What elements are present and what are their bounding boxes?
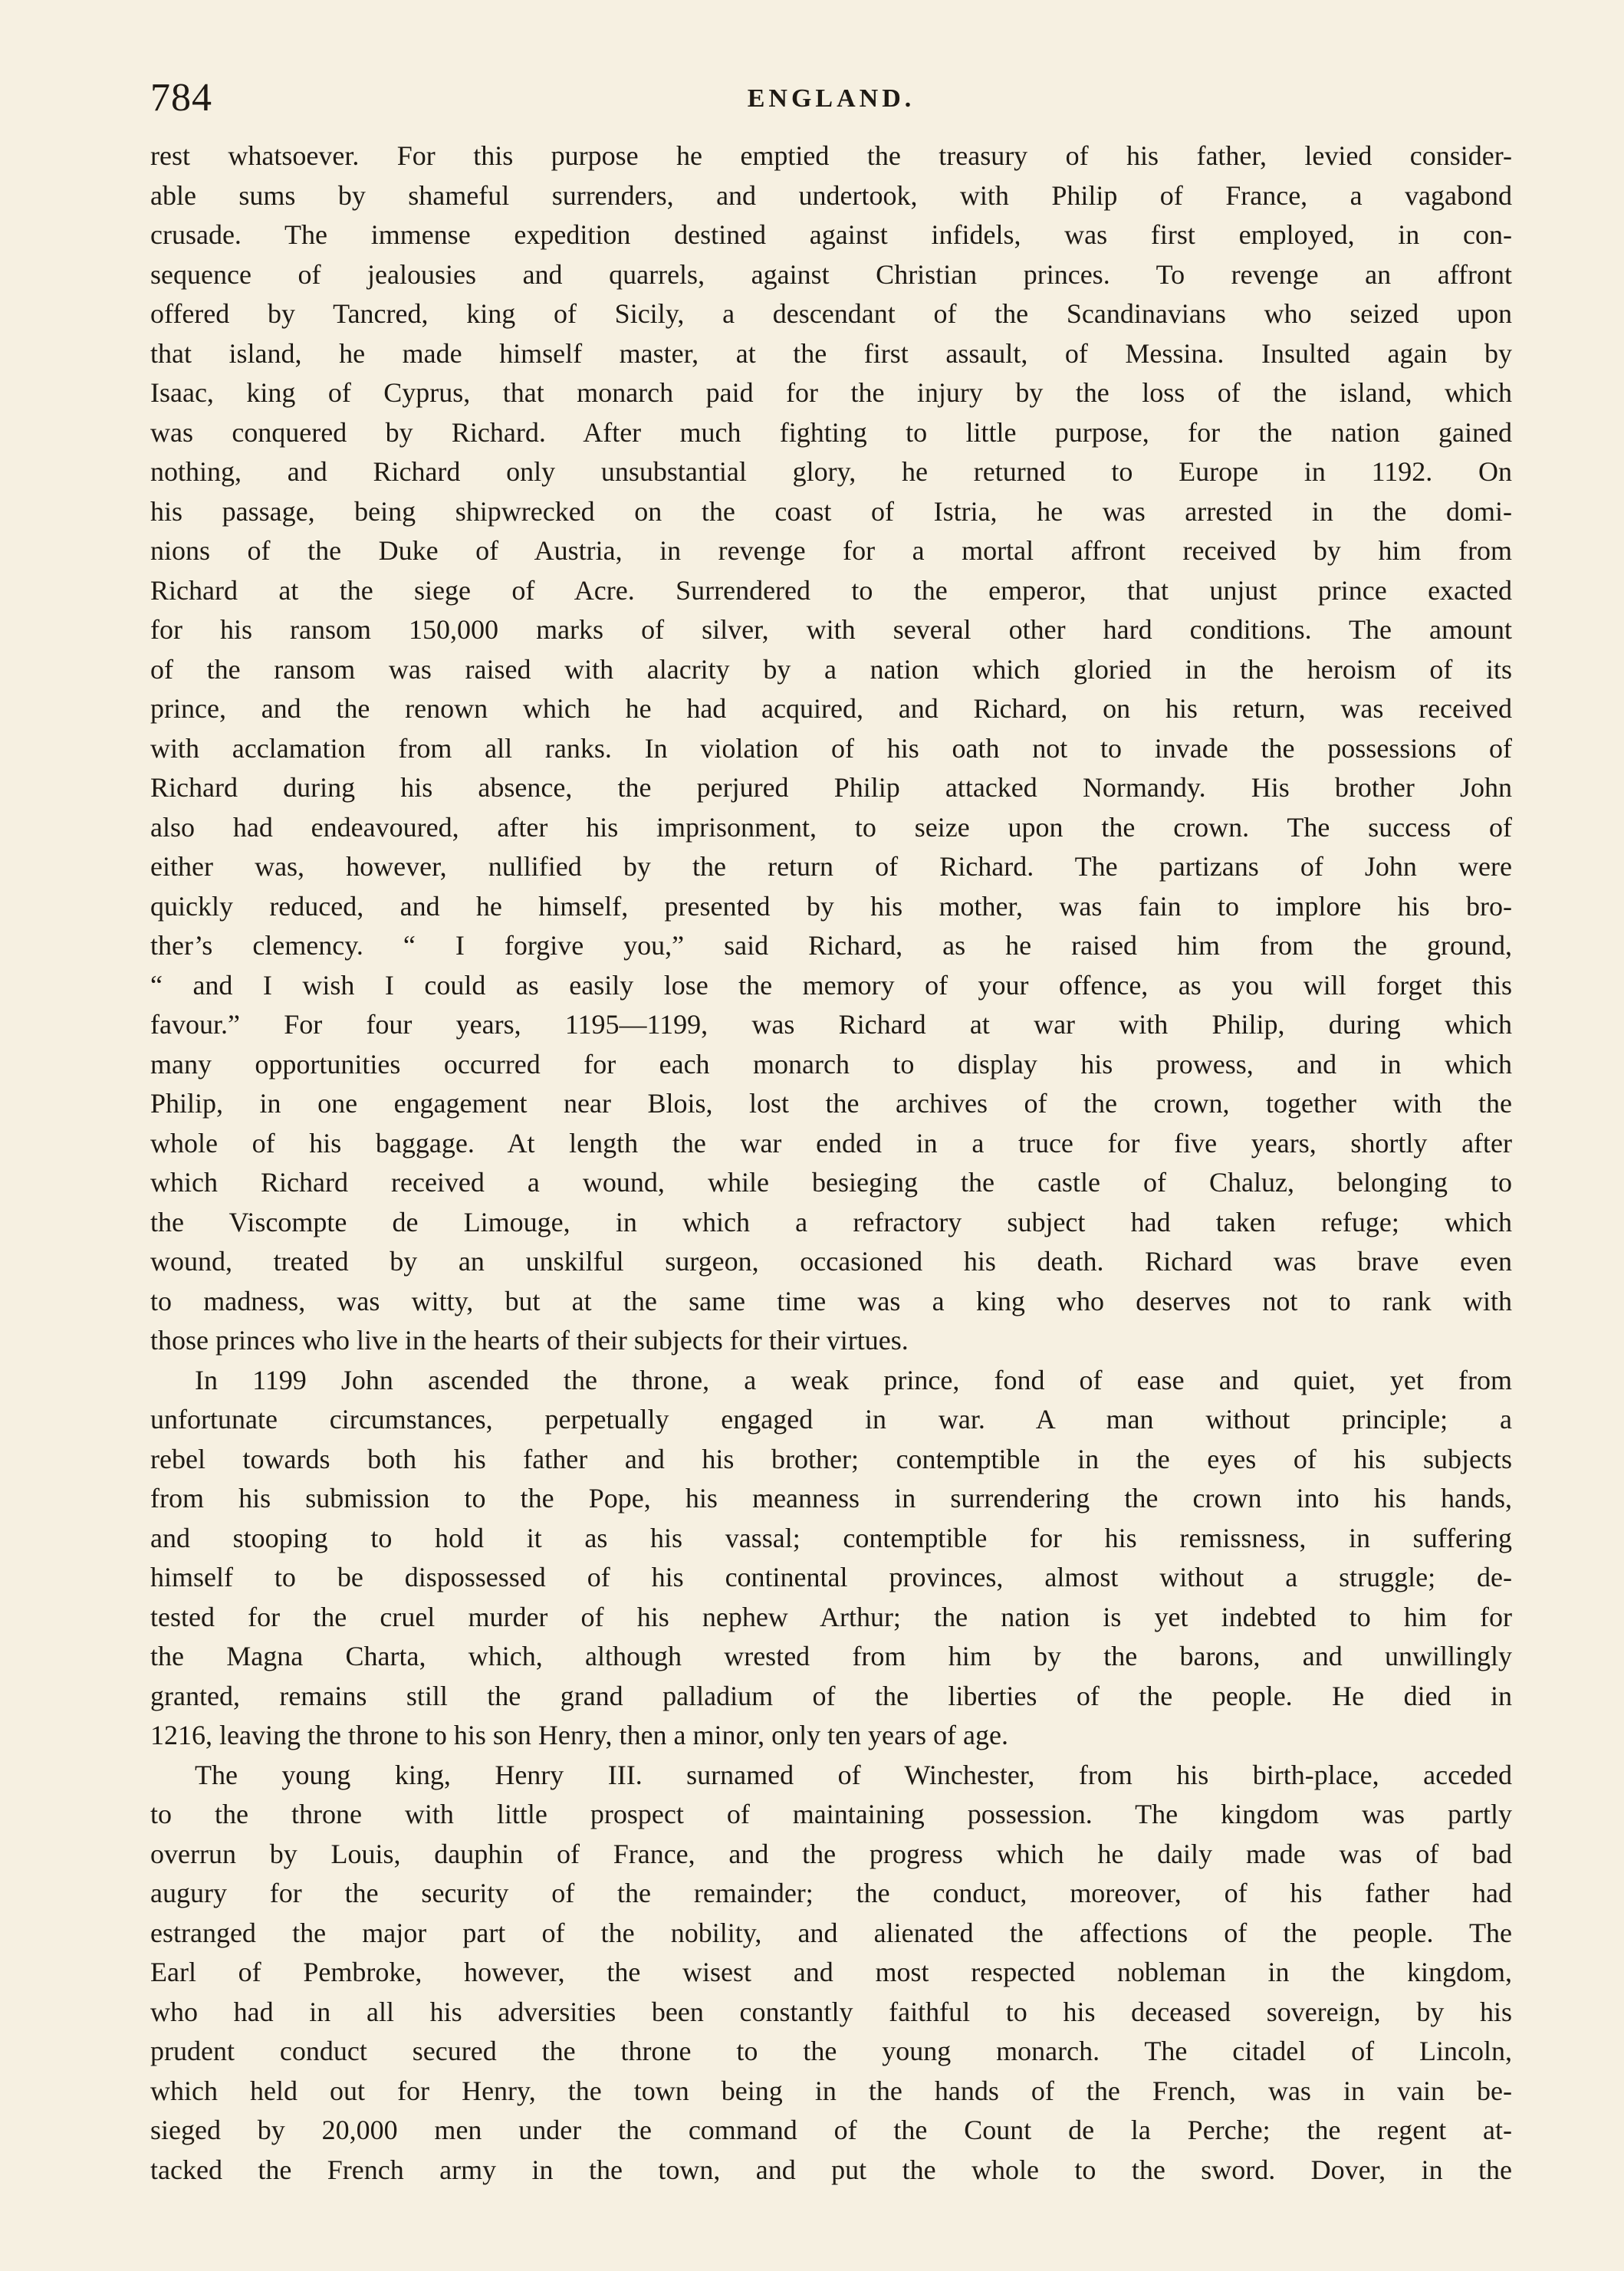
text-line: his passage, being shipwrecked on the coast of Istria, he was arrested in the domi- (150, 495, 1512, 527)
text-line: those princes who live in the hearts of their subjects for their virtues. (150, 1325, 909, 1356)
text-line: of the ransom was raised with alacrity by a nation which gloried in the heroism of its (150, 653, 1512, 685)
body-text (150, 136, 1512, 2190)
text-line: sequence of jealousies and quarrels, against Christian princes. To revenge an affront (150, 258, 1512, 290)
text-line: rest whatsoever. For this purpose he emptied the treasury of his father, levied consider- (150, 140, 1512, 171)
text-line: In 1199 John ascended the throne, a weak prince, fond of ease and quiet, yet from (195, 1364, 1512, 1395)
text-line: 1216, leaving the throne to his son Henry, then a minor, only ten years of age. (150, 1720, 1008, 1750)
text-line: Isaac, king of Cyprus, that monarch paid for the injury by the loss of the island, which (150, 377, 1512, 408)
text-line: that island, he made himself master, at the first assault, of Messina. Insulted again by (150, 337, 1512, 369)
text-line: and stooping to hold it as his vassal; contemptible for his remissness, in suffering (150, 1522, 1512, 1553)
text-line: wound, treated by an unskilful surgeon, occasioned his death. Richard was brave even (150, 1246, 1512, 1277)
text-line: for his ransom 150,000 marks of silver, with several other hard conditions. The amount (150, 614, 1512, 645)
text-line: unfortunate circumstances, perpetually engaged in war. A man without principle; a (150, 1404, 1512, 1435)
text-line: nions of the Duke of Austria, in revenge for a mortal affront received by him from (150, 535, 1512, 566)
text-line: himself to be dispossessed of his continental provinces, almost without a struggle; de- (150, 1562, 1512, 1592)
text-line: ther’s clemency. “ I forgive you,” said Richard, as he raised him from the ground, (150, 930, 1512, 961)
text-line: “ and I wish I could as easily lose the memory of your offence, as you will forget this (150, 969, 1512, 1001)
text-line: granted, remains still the grand palladium of the liberties of the people. He died in (150, 1680, 1512, 1711)
text-line: who had in all his adversities been constantly faithful to his deceased sovereign, by his (150, 1996, 1512, 2027)
text-line: prudent conduct secured the throne to the young monarch. The citadel of Lincoln, (150, 2036, 1512, 2066)
text-line: The young king, Henry III. surnamed of Winchester, from his birth-place, acceded (195, 1759, 1512, 1790)
text-line: with acclamation from all ranks. In violation of his oath not to invade the possessions of (150, 732, 1512, 764)
text-line: overrun by Louis, dauphin of France, and the progress which he daily made was of bad (150, 1838, 1512, 1869)
text-line: favour.” For four years, 1195—1199, was Richard at war with Philip, during which (150, 1009, 1512, 1040)
text-line: able sums by shameful surrenders, and undertook, with Philip of France, a vagabond (150, 179, 1512, 211)
text-line: the Magna Charta, which, although wrested from him by the barons, and unwillingly (150, 1641, 1512, 1671)
text-line: also had endeavoured, after his imprisonment, to seize upon the crown. The success of (150, 811, 1512, 843)
text-line: augury for the security of the remainder; the conduct, moreover, of his father had (150, 1878, 1512, 1908)
text-line: crusade. The immense expedition destined against infidels, was first employed, in con- (150, 219, 1512, 250)
text-line: Earl of Pembroke, however, the wisest and most respected nobleman in the kingdom, (150, 1957, 1512, 1987)
text-line: which Richard received a wound, while besieging the castle of Chaluz, belonging to (150, 1167, 1512, 1198)
text-line: was conquered by Richard. After much fighting to little purpose, for the nation gained (150, 416, 1512, 448)
text-line: Richard during his absence, the perjured Philip attacked Normandy. His brother John (150, 772, 1512, 803)
text-line: quickly reduced, and he himself, presented by his mother, was fain to implore his bro- (150, 890, 1512, 922)
book-page (150, 75, 1512, 2190)
text-line: tested for the cruel murder of his nephew Arthur; the nation is yet indebted to him for (150, 1601, 1512, 1632)
text-line: nothing, and Richard only unsubstantial glory, he returned to Europe in 1192. On (150, 456, 1512, 487)
running-head (150, 75, 1512, 129)
page-number: 784 (150, 76, 212, 120)
running-title: ENGLAND. (747, 84, 916, 113)
text-line: which held out for Henry, the town being in the hands of the French, was in vain be- (150, 2075, 1512, 2106)
text-line: prince, and the renown which he had acquired, and Richard, on his return, was received (150, 693, 1512, 724)
text-line: sieged by 20,000 men under the command of the Count de la Perche; the regent at- (150, 2115, 1512, 2145)
text-line: to the throne with little prospect of maintaining possession. The kingdom was partly (150, 1799, 1512, 1829)
text-line: from his submission to the Pope, his meanness in surrendering the crown into his hands, (150, 1483, 1512, 1513)
text-line: Richard at the siege of Acre. Surrendered to the emperor, that unjust prince exacted (150, 574, 1512, 606)
text-line: the Viscompte de Limouge, in which a refractory subject had taken refuge; which (150, 1206, 1512, 1237)
text-line: Philip, in one engagement near Blois, lost the archives of the crown, together with the (150, 1088, 1512, 1119)
text-line: to madness, was witty, but at the same time was a king who deserves not to rank with (150, 1285, 1512, 1316)
text-line: either was, however, nullified by the return of Richard. The partizans of John were (150, 851, 1512, 882)
text-line: many opportunities occurred for each monarch to display his prowess, and in which (150, 1048, 1512, 1080)
text-line: rebel towards both his father and his brother; contemptible in the eyes of his subjects (150, 1443, 1512, 1474)
text-line: tacked the French army in the town, and put the whole to the sword. Dover, in the (150, 2154, 1512, 2185)
text-line: offered by Tancred, king of Sicily, a descendant of the Scandinavians who seized upon (150, 298, 1512, 329)
text-line: whole of his baggage. At length the war ended in a truce for five years, shortly after (150, 1127, 1512, 1159)
text-line: estranged the major part of the nobility, and alienated the affections of the people. The (150, 1917, 1512, 1948)
